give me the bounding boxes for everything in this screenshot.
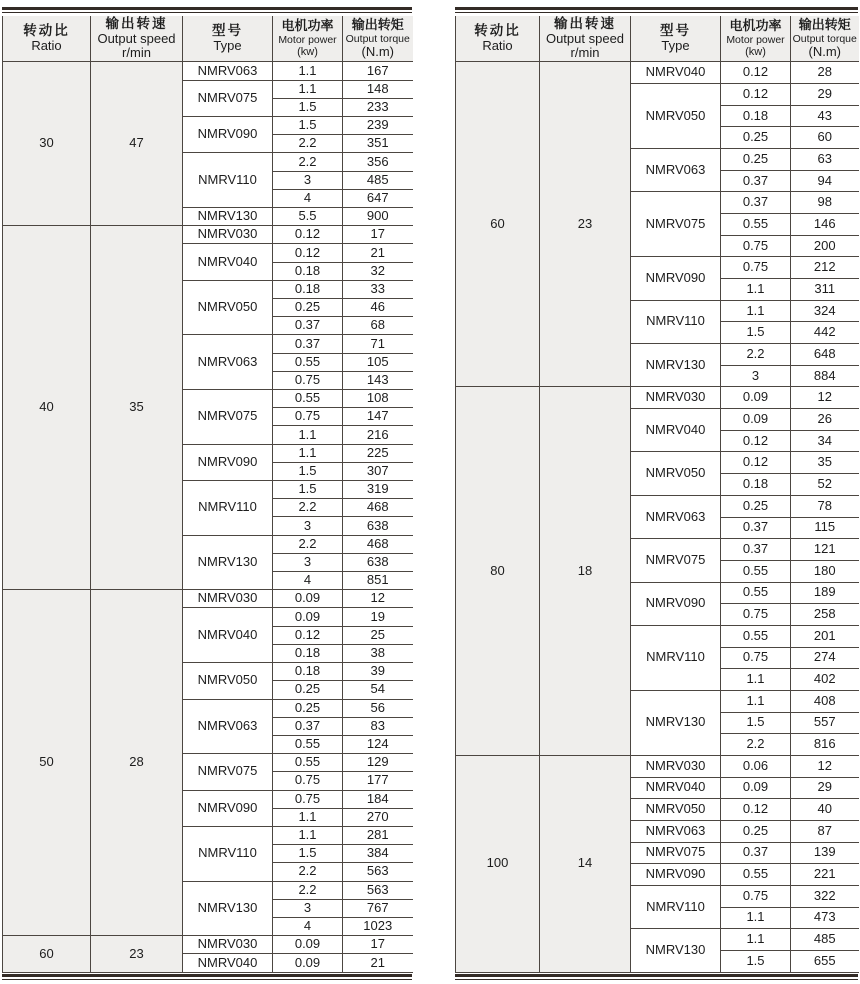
speed-cell: 14 <box>540 755 631 972</box>
torque-cell: 638 <box>343 553 413 571</box>
header-ratio-zh: 转动比 <box>23 23 70 39</box>
power-cell: 1.5 <box>273 98 343 116</box>
header-torque-zh: 输出转矩 <box>798 16 851 32</box>
power-cell: 0.55 <box>721 214 791 236</box>
torque-cell: 21 <box>343 954 413 973</box>
power-cell: 0.75 <box>273 408 343 426</box>
power-cell: 0.25 <box>273 681 343 699</box>
type-cell: NMRV050 <box>183 663 273 699</box>
header-torque <box>343 16 413 62</box>
torque-cell: 307 <box>343 462 413 480</box>
power-cell: 0.37 <box>273 317 343 335</box>
bottom-double-rule <box>455 974 858 980</box>
header-speed-unit: r/min <box>122 45 151 61</box>
power-cell: 1.1 <box>273 426 343 444</box>
power-cell: 2.2 <box>721 344 791 366</box>
power-cell: 3 <box>273 553 343 571</box>
type-cell: NMRV110 <box>631 885 721 928</box>
torque-cell: 148 <box>343 80 413 98</box>
ratio-cell: 40 <box>3 226 91 590</box>
type-cell: NMRV130 <box>631 344 721 387</box>
torque-cell: 143 <box>343 371 413 389</box>
power-cell: 0.55 <box>721 625 791 647</box>
power-cell: 0.37 <box>273 717 343 735</box>
power-cell: 0.12 <box>721 62 791 84</box>
torque-cell: 180 <box>791 560 859 582</box>
torque-cell: 12 <box>791 387 859 409</box>
speed-cell: 23 <box>91 936 183 973</box>
type-cell: NMRV090 <box>631 257 721 300</box>
gear-spec-table-right <box>455 16 859 973</box>
type-cell: NMRV040 <box>183 244 273 280</box>
speed-cell: 23 <box>540 62 631 387</box>
header-torque-unit: (N.m) <box>361 43 394 59</box>
speed-cell: 18 <box>540 387 631 755</box>
type-cell: NMRV040 <box>631 409 721 452</box>
type-cell: NMRV040 <box>631 777 721 799</box>
torque-cell: 12 <box>343 590 413 608</box>
torque-cell: 19 <box>343 608 413 626</box>
torque-cell: 319 <box>343 481 413 499</box>
power-cell: 2.2 <box>273 881 343 899</box>
power-cell: 0.18 <box>273 280 343 298</box>
torque-cell: 17 <box>343 226 413 244</box>
torque-cell: 311 <box>791 279 859 301</box>
speed-cell: 35 <box>91 226 183 590</box>
power-cell: 0.75 <box>273 371 343 389</box>
torque-cell: 63 <box>791 149 859 171</box>
torque-cell: 442 <box>791 322 859 344</box>
power-cell: 0.75 <box>721 647 791 669</box>
power-cell: 0.25 <box>721 149 791 171</box>
power-cell: 1.5 <box>273 462 343 480</box>
header-type-zh: 型号 <box>212 23 243 39</box>
torque-cell: 239 <box>343 117 413 135</box>
type-cell: NMRV090 <box>183 117 273 153</box>
torque-cell: 78 <box>791 495 859 517</box>
ratio-cell: 60 <box>456 62 540 387</box>
type-cell: NMRV075 <box>183 80 273 116</box>
torque-cell: 26 <box>791 409 859 431</box>
torque-cell: 402 <box>791 669 859 691</box>
speed-cell: 47 <box>91 62 183 226</box>
power-cell: 4 <box>273 917 343 935</box>
type-cell: NMRV090 <box>631 582 721 625</box>
type-cell: NMRV090 <box>631 864 721 886</box>
power-cell: 0.25 <box>721 820 791 842</box>
power-cell: 0.18 <box>721 474 791 496</box>
torque-cell: 563 <box>343 863 413 881</box>
power-cell: 0.12 <box>721 452 791 474</box>
power-cell: 1.5 <box>273 845 343 863</box>
power-cell: 1.1 <box>721 690 791 712</box>
power-cell: 5.5 <box>273 208 343 226</box>
bottom-double-rule <box>2 974 412 980</box>
power-cell: 1.5 <box>273 117 343 135</box>
header-speed-en: Output speed <box>545 30 625 46</box>
type-cell: NMRV075 <box>183 754 273 790</box>
torque-cell: 473 <box>791 907 859 929</box>
torque-cell: 32 <box>343 262 413 280</box>
power-cell: 1.5 <box>273 481 343 499</box>
torque-cell: 638 <box>343 517 413 535</box>
type-cell: NMRV110 <box>183 481 273 536</box>
type-cell: NMRV110 <box>183 826 273 881</box>
power-cell: 0.25 <box>273 299 343 317</box>
torque-cell: 648 <box>791 344 859 366</box>
power-cell: 0.18 <box>721 105 791 127</box>
type-cell: NMRV110 <box>631 300 721 343</box>
type-cell: NMRV030 <box>631 387 721 409</box>
table-row <box>456 62 859 84</box>
torque-cell: 83 <box>343 717 413 735</box>
torque-cell: 25 <box>343 626 413 644</box>
header-row <box>3 16 413 62</box>
power-cell: 1.1 <box>273 444 343 462</box>
type-cell: NMRV050 <box>183 280 273 335</box>
torque-cell: 94 <box>791 170 859 192</box>
power-cell: 0.55 <box>273 754 343 772</box>
power-cell: 0.75 <box>721 257 791 279</box>
torque-cell: 322 <box>791 885 859 907</box>
ratio-cell: 30 <box>3 62 91 226</box>
gear-spec-table-left <box>2 16 413 973</box>
torque-cell: 216 <box>343 426 413 444</box>
type-cell: NMRV030 <box>183 590 273 608</box>
torque-cell: 468 <box>343 535 413 553</box>
table-row <box>456 387 859 409</box>
power-cell: 0.37 <box>721 539 791 561</box>
torque-cell: 98 <box>791 192 859 214</box>
power-cell: 2.2 <box>273 535 343 553</box>
power-cell: 0.12 <box>273 244 343 262</box>
power-cell: 0.18 <box>273 644 343 662</box>
type-cell: NMRV030 <box>631 755 721 777</box>
torque-cell: 189 <box>791 582 859 604</box>
header-torque-zh: 输出转矩 <box>351 16 404 32</box>
power-cell: 0.25 <box>273 699 343 717</box>
torque-cell: 408 <box>791 690 859 712</box>
header-type <box>631 16 721 62</box>
power-cell: 0.12 <box>721 799 791 821</box>
type-cell: NMRV040 <box>183 954 273 973</box>
header-ratio-zh: 转动比 <box>474 23 521 39</box>
torque-cell: 167 <box>343 62 413 80</box>
torque-cell: 563 <box>343 881 413 899</box>
power-cell: 0.37 <box>721 842 791 864</box>
torque-cell: 146 <box>791 214 859 236</box>
torque-cell: 68 <box>343 317 413 335</box>
type-cell: NMRV090 <box>183 444 273 480</box>
type-cell: NMRV075 <box>631 842 721 864</box>
power-cell: 1.1 <box>273 826 343 844</box>
table-body-left <box>3 62 413 973</box>
header-ratio-en: Ratio <box>31 37 62 53</box>
power-cell: 0.55 <box>721 560 791 582</box>
header-speed-unit: r/min <box>570 45 600 61</box>
torque-cell: 767 <box>343 899 413 917</box>
header-type-zh: 型号 <box>660 23 691 39</box>
torque-cell: 270 <box>343 808 413 826</box>
torque-cell: 28 <box>791 62 859 84</box>
header-ratio <box>3 16 91 62</box>
torque-cell: 900 <box>343 208 413 226</box>
torque-cell: 124 <box>343 735 413 753</box>
torque-cell: 46 <box>343 299 413 317</box>
power-cell: 4 <box>273 572 343 590</box>
power-cell: 1.5 <box>721 712 791 734</box>
torque-cell: 468 <box>343 499 413 517</box>
power-cell: 1.5 <box>721 322 791 344</box>
torque-cell: 200 <box>791 235 859 257</box>
power-cell: 0.09 <box>273 590 343 608</box>
type-cell: NMRV050 <box>631 84 721 149</box>
power-cell: 0.09 <box>721 409 791 431</box>
type-cell: NMRV063 <box>183 699 273 754</box>
power-cell: 0.75 <box>721 885 791 907</box>
torque-cell: 108 <box>343 390 413 408</box>
torque-cell: 233 <box>343 98 413 116</box>
torque-cell: 184 <box>343 790 413 808</box>
power-cell: 0.75 <box>273 772 343 790</box>
type-cell: NMRV130 <box>183 881 273 936</box>
ratio-cell: 50 <box>3 590 91 936</box>
header-power <box>273 16 343 62</box>
torque-cell: 1023 <box>343 917 413 935</box>
power-cell: 0.37 <box>721 192 791 214</box>
header-type-en: Type <box>213 37 242 53</box>
torque-cell: 52 <box>791 474 859 496</box>
power-cell: 1.1 <box>721 907 791 929</box>
top-double-rule <box>455 7 858 13</box>
type-cell: NMRV063 <box>631 149 721 192</box>
power-cell: 0.09 <box>721 387 791 409</box>
power-cell: 0.55 <box>273 735 343 753</box>
torque-cell: 43 <box>791 105 859 127</box>
torque-cell: 54 <box>343 681 413 699</box>
type-cell: NMRV040 <box>183 608 273 663</box>
power-cell: 0.18 <box>273 262 343 280</box>
type-cell: NMRV130 <box>631 929 721 973</box>
power-cell: 1.5 <box>721 950 791 972</box>
table-body-right <box>456 62 859 973</box>
torque-cell: 557 <box>791 712 859 734</box>
torque-cell: 258 <box>791 604 859 626</box>
torque-cell: 21 <box>343 244 413 262</box>
spec-table-left <box>2 7 412 980</box>
type-cell: NMRV075 <box>631 192 721 257</box>
header-speed-en: Output speed <box>97 30 176 46</box>
torque-cell: 33 <box>343 280 413 298</box>
type-cell: NMRV050 <box>631 452 721 495</box>
header-row <box>456 16 859 62</box>
type-cell: NMRV063 <box>631 820 721 842</box>
torque-cell: 485 <box>791 929 859 951</box>
header-torque-en: Output torque <box>792 32 857 45</box>
type-cell: NMRV030 <box>183 226 273 244</box>
torque-cell: 71 <box>343 335 413 353</box>
torque-cell: 29 <box>791 777 859 799</box>
torque-cell: 281 <box>343 826 413 844</box>
torque-cell: 12 <box>791 755 859 777</box>
power-cell: 2.2 <box>721 734 791 756</box>
header-torque-en: Output torque <box>345 32 410 45</box>
torque-cell: 212 <box>791 257 859 279</box>
table-row <box>3 590 413 608</box>
torque-cell: 816 <box>791 734 859 756</box>
power-cell: 0.55 <box>273 390 343 408</box>
power-cell: 3 <box>273 171 343 189</box>
torque-cell: 56 <box>343 699 413 717</box>
header-type <box>183 16 273 62</box>
torque-cell: 221 <box>791 864 859 886</box>
power-cell: 1.1 <box>273 62 343 80</box>
torque-cell: 356 <box>343 153 413 171</box>
type-cell: NMRV063 <box>183 335 273 390</box>
header-power-unit: (kw) <box>297 45 318 58</box>
torque-cell: 87 <box>791 820 859 842</box>
power-cell: 1.1 <box>721 300 791 322</box>
header-speed-zh: 输出转速 <box>554 16 616 31</box>
torque-cell: 274 <box>791 647 859 669</box>
power-cell: 0.75 <box>273 790 343 808</box>
power-cell: 1.1 <box>273 80 343 98</box>
ratio-cell: 60 <box>3 936 91 973</box>
torque-cell: 851 <box>343 572 413 590</box>
header-power-en: Motor power <box>726 33 785 46</box>
torque-cell: 655 <box>791 950 859 972</box>
torque-cell: 40 <box>791 799 859 821</box>
type-cell: NMRV130 <box>183 535 273 590</box>
torque-cell: 485 <box>343 171 413 189</box>
header-type-en: Type <box>661 37 690 53</box>
type-cell: NMRV030 <box>183 936 273 954</box>
ratio-cell: 80 <box>456 387 540 755</box>
type-cell: NMRV075 <box>183 390 273 445</box>
power-cell: 0.75 <box>721 235 791 257</box>
table-row <box>3 62 413 80</box>
header-power <box>721 16 791 62</box>
type-cell: NMRV040 <box>631 62 721 84</box>
torque-cell: 384 <box>343 845 413 863</box>
power-cell: 3 <box>273 899 343 917</box>
top-double-rule <box>2 7 412 13</box>
power-cell: 0.06 <box>721 755 791 777</box>
header-power-unit: (kw) <box>745 45 766 58</box>
type-cell: NMRV130 <box>631 690 721 755</box>
torque-cell: 884 <box>791 365 859 387</box>
table-row <box>456 755 859 777</box>
torque-cell: 60 <box>791 127 859 149</box>
power-cell: 0.12 <box>721 84 791 106</box>
power-cell: 0.55 <box>273 353 343 371</box>
torque-cell: 35 <box>791 452 859 474</box>
power-cell: 0.75 <box>721 604 791 626</box>
torque-cell: 121 <box>791 539 859 561</box>
header-speed <box>91 16 183 62</box>
type-cell: NMRV063 <box>631 495 721 538</box>
power-cell: 0.12 <box>721 430 791 452</box>
header-speed-zh: 输出转速 <box>105 16 168 31</box>
torque-cell: 647 <box>343 189 413 207</box>
type-cell: NMRV075 <box>631 539 721 582</box>
torque-cell: 29 <box>791 84 859 106</box>
power-cell: 2.2 <box>273 135 343 153</box>
power-cell: 1.1 <box>273 808 343 826</box>
header-ratio-en: Ratio <box>482 37 513 53</box>
header-torque <box>791 16 859 62</box>
header-power-en: Motor power <box>278 33 337 46</box>
power-cell: 2.2 <box>273 153 343 171</box>
torque-cell: 177 <box>343 772 413 790</box>
power-cell: 1.1 <box>721 279 791 301</box>
torque-cell: 139 <box>791 842 859 864</box>
torque-cell: 17 <box>343 936 413 954</box>
power-cell: 0.55 <box>721 582 791 604</box>
spec-table-right <box>455 7 858 980</box>
header-power-zh: 电机功率 <box>281 17 334 33</box>
power-cell: 1.1 <box>721 669 791 691</box>
power-cell: 0.37 <box>721 170 791 192</box>
table-row <box>3 226 413 244</box>
type-cell: NMRV090 <box>183 790 273 826</box>
power-cell: 0.09 <box>273 936 343 954</box>
power-cell: 0.09 <box>721 777 791 799</box>
torque-cell: 38 <box>343 644 413 662</box>
power-cell: 0.18 <box>273 663 343 681</box>
power-cell: 0.25 <box>721 127 791 149</box>
torque-cell: 34 <box>791 430 859 452</box>
type-cell: NMRV063 <box>183 62 273 80</box>
torque-cell: 201 <box>791 625 859 647</box>
ratio-cell: 100 <box>456 755 540 972</box>
power-cell: 3 <box>721 365 791 387</box>
power-cell: 2.2 <box>273 499 343 517</box>
power-cell: 0.09 <box>273 608 343 626</box>
power-cell: 4 <box>273 189 343 207</box>
table-row <box>3 936 413 954</box>
power-cell: 0.37 <box>721 517 791 539</box>
torque-cell: 105 <box>343 353 413 371</box>
power-cell: 2.2 <box>273 863 343 881</box>
power-cell: 1.1 <box>721 929 791 951</box>
type-cell: NMRV110 <box>631 625 721 690</box>
header-power-zh: 电机功率 <box>729 17 782 33</box>
power-cell: 0.37 <box>273 335 343 353</box>
type-cell: NMRV110 <box>183 153 273 208</box>
power-cell: 0.12 <box>273 226 343 244</box>
power-cell: 0.25 <box>721 495 791 517</box>
torque-cell: 147 <box>343 408 413 426</box>
torque-cell: 351 <box>343 135 413 153</box>
torque-cell: 324 <box>791 300 859 322</box>
header-speed <box>540 16 631 62</box>
torque-cell: 225 <box>343 444 413 462</box>
torque-cell: 39 <box>343 663 413 681</box>
power-cell: 0.09 <box>273 954 343 973</box>
type-cell: NMRV050 <box>631 799 721 821</box>
power-cell: 3 <box>273 517 343 535</box>
type-cell: NMRV130 <box>183 208 273 226</box>
header-ratio <box>456 16 540 62</box>
header-torque-unit: (N.m) <box>808 43 841 59</box>
torque-cell: 115 <box>791 517 859 539</box>
power-cell: 0.55 <box>721 864 791 886</box>
speed-cell: 28 <box>91 590 183 936</box>
power-cell: 0.12 <box>273 626 343 644</box>
torque-cell: 129 <box>343 754 413 772</box>
